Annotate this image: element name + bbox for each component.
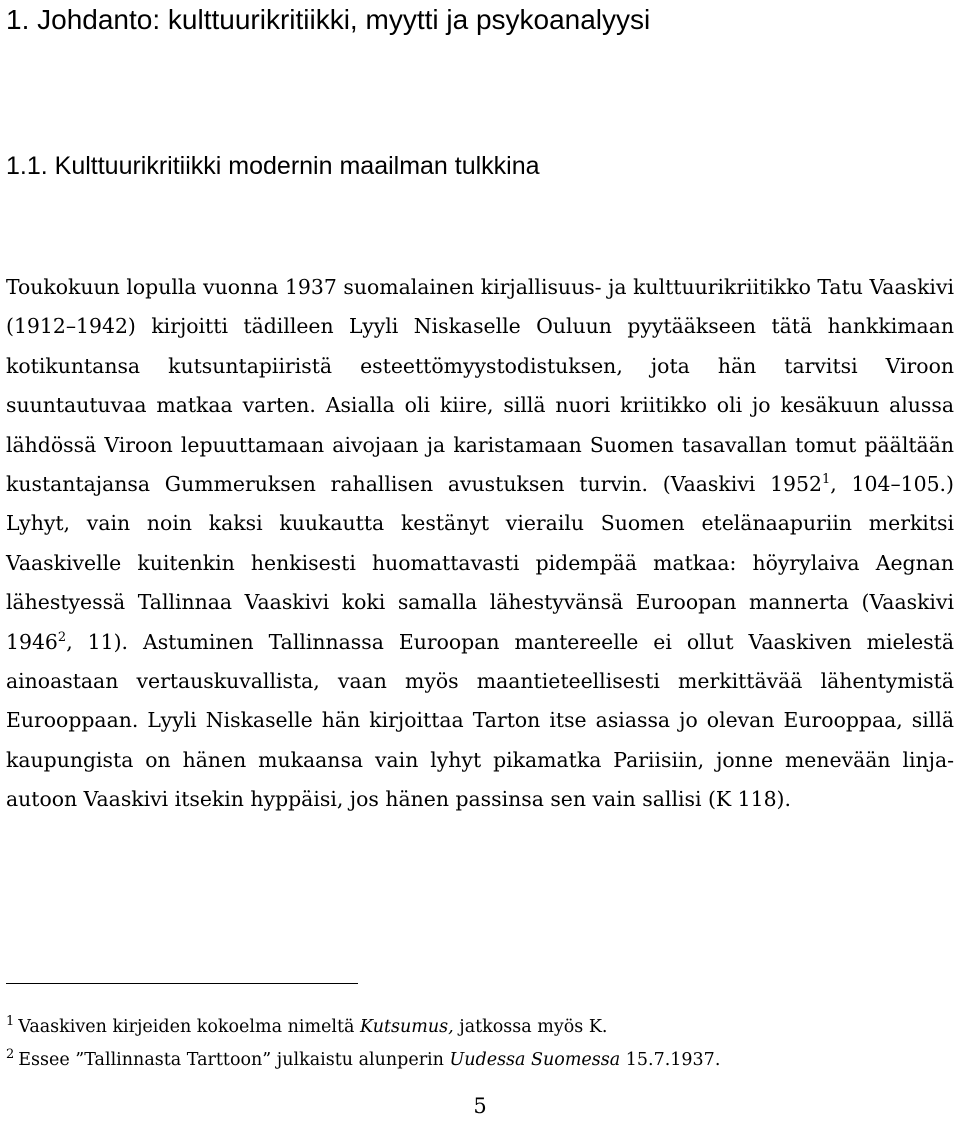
footnote-italic-title: Kutsumus, [360, 1017, 454, 1037]
chapter-heading: 1. Johdanto: kulttuurikritiikki, myytti ja psykoanalyysi [6, 4, 651, 35]
footnote-text-end: jatkossa myös K. [453, 1017, 608, 1037]
footnote-text: Vaaskiven kirjeiden kokoelma nimeltä [18, 1017, 361, 1037]
page-number: 5 [473, 1094, 487, 1118]
paragraph-text-part1: Toukokuun lopulla vuonna 1937 suomalainen kirjallisuus- ja kulttuurikriitikko Tatu Vaaskivi (1912–1942) kirjoitti tädilleen Lyyli Niskaselle Ouluun pyytääkseen tätä hankkimaan kotikuntansa kutsuntapiiristä esteettömyystodistuksen, jota hän tarvitsi Viroon suuntautuvaa matkaa varten. Asialla oli kiire, sillä nuori kriitikko oli jo kesäkuun alussa lähdössä Viroon lepuuttamaan aivojaan ja karistamaan Suomen tasavallan tomut päältään kustantajansa Gummeruksen rahallisen avustuksen turvin. (Vaaskivi 1952 [6, 275, 954, 497]
footnote-1 [6, 1011, 954, 1044]
paragraph-text-part3: , 11). Astuminen Tallinnassa Euroopan mantereelle ei ollut Vaaskiven mielestä ainoastaan vertauskuvallista, vaan myös maantieteellisesti merkittävää lähentymistä Eurooppaan. Lyyli Niskaselle hän kirjoittaa Tarton itse asiassa jo olevan Eurooppaa, sillä kaupungista on hänen mukaansa vain lyhyt pikamatka Pariisiin, jonne menevään linja-autoon Vaaskivi itsekin hyppäisi, jos hänen passinsa sen vain sallisi (K 118). [6, 629, 954, 812]
footnote-separator [6, 983, 358, 984]
footnote-number: 2 [6, 1047, 15, 1063]
footnote-italic-title: Uudessa Suomessa [449, 1050, 621, 1070]
footnote-text-end: 15.7.1937. [620, 1050, 721, 1070]
section-heading: 1.1. Kulttuurikritiikki modernin maailman tulkkina [6, 152, 540, 180]
footnote-2 [6, 1044, 954, 1077]
footnotes [6, 1011, 954, 1077]
footnote-number: 1 [6, 1014, 15, 1030]
footnote-ref-1: 1 [821, 472, 831, 488]
footnote-text: Essee ”Tallinnasta Tarttoon” julkaistu alunperin [18, 1050, 450, 1070]
footnote-ref-2: 2 [57, 629, 67, 645]
paragraph-text-part2: , 104–105.) Lyhyt, vain noin kaksi kuukautta kestänyt vierailu Suomen etelänaapuriin merkitsi Vaaskivelle kuitenkin henkisesti huomattavasti pidempää matkaa: höyrylaiva Aegnan lähestyessä Tallinnaa Vaaskivi koki samalla lähestyvänsä Euroopan mannerta (Vaaskivi 1946 [6, 472, 954, 654]
body-paragraph [6, 268, 954, 820]
